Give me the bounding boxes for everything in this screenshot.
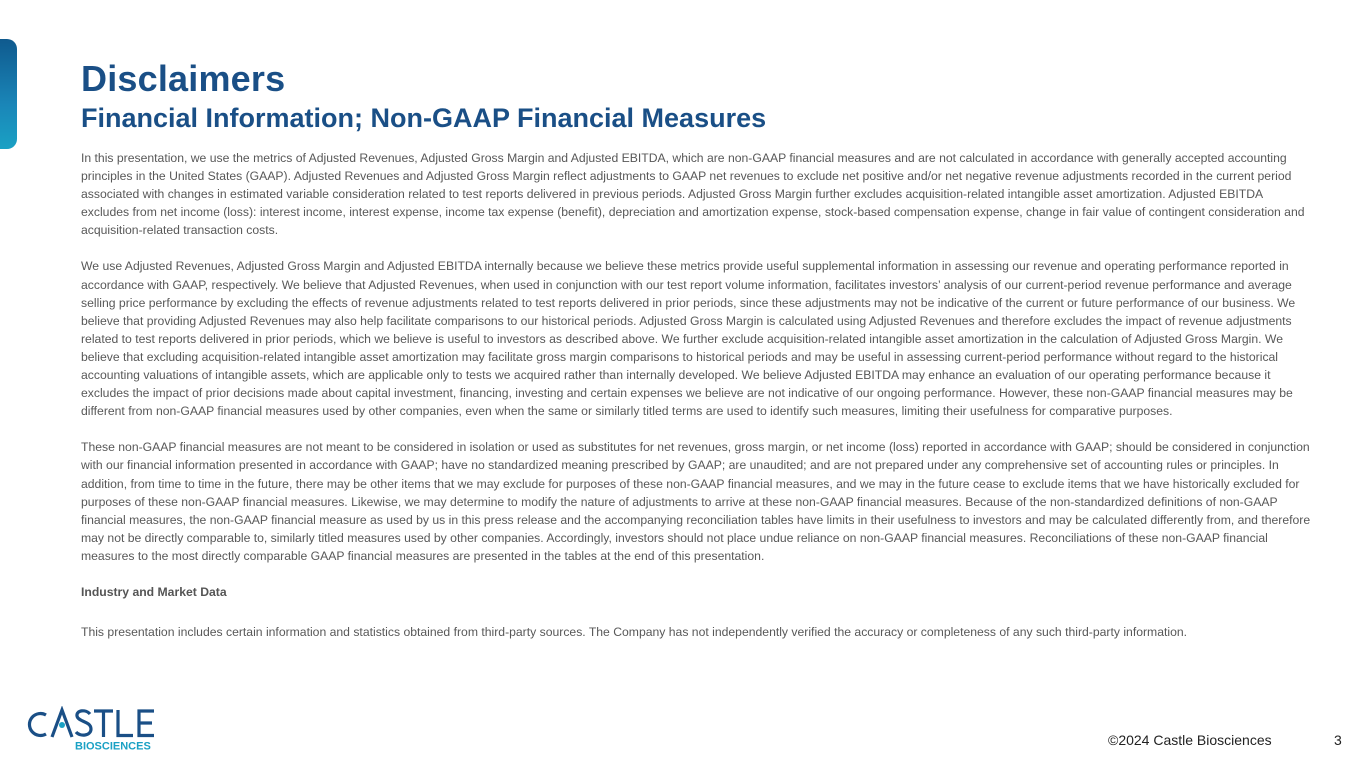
logo-letter-t bbox=[94, 711, 113, 737]
section-paragraph: This presentation includes certain information and statistics obtained from third-party sources. The Company has not independently verified the accuracy or completeness of any such third-party information. bbox=[81, 625, 1188, 640]
disclaimer-paragraph: In this presentation, we use the metrics of Adjusted Revenues, Adjusted Gross Margin and Adjusted EBITDA, which are non-GAAP financial measures and are not calculated in accordance with generally accepted accounting principles in the United States (GAAP). Adjusted Revenues and Adjusted Gross Margin reflect adjustments to GAAP net revenues to exclude net positive and/or net negative revenue adjustments recorded in the current period associated with changes in estimated variable consideration related to test reports delivered in previous periods. Adjusted Gross Margin further excludes acquisition-related intangible asset amortization. Adjusted EBITDA excludes from net income (loss): interest income, interest expense, income tax expense (benefit), depreciation and amortization expense, stock-based compensation expense, change in fair value of contingent consideration and acquisition-related transaction costs. bbox=[81, 151, 1305, 238]
castle-biosciences-logo bbox=[23, 706, 165, 752]
page-number: 3 bbox=[1334, 732, 1342, 748]
disclaimer-body bbox=[81, 149, 1313, 659]
disclaimer-paragraph: These non-GAAP financial measures are not meant to be considered in isolation or used as substitutes for net revenues, gross margin, or net income (loss) reported in accordance with GAAP; should be considered in conjunction with our financial information presented in accordance with GAAP; have no standardized meaning prescribed by GAAP; are unaudited; and are not prepared under any comprehensive set of accounting rules or principles. In addition, from time to time in the future, there may be other items that we may exclude for purposes of these non-GAAP financial measures, and we may in the future cease to exclude items that we have historically excluded for purposes of these non-GAAP financial measures. Likewise, we may determine to modify the nature of adjustments to arrive at these non-GAAP financial measures. Because of the non-standardized definitions of non-GAAP financial measures, the non-GAAP financial measure as used by us in this press release and the accompanying reconciliation tables have limits in their usefulness to investors and may be calculated differently from, and therefore may not be directly comparable to, similarly titled measures used by other companies. Accordingly, investors should not place undue reliance on non-GAAP financial measures. Reconciliations of these non-GAAP financial measures to the most directly comparable GAAP financial measures are presented in the tables at the end of this presentation. bbox=[81, 440, 1311, 563]
logo-letter-e bbox=[139, 711, 154, 736]
section-heading: Industry and Market Data bbox=[81, 584, 227, 599]
logo-tagline: BIOSCIENCES bbox=[75, 740, 151, 752]
page-title: Disclaimers bbox=[81, 58, 286, 99]
page-subtitle: Financial Information; Non-GAAP Financial Measures bbox=[81, 103, 767, 133]
footer-copyright: ©2024 Castle Biosciences bbox=[1108, 732, 1272, 748]
logo-letter-s bbox=[76, 711, 91, 735]
logo-letter-l bbox=[118, 710, 133, 736]
disclaimer-paragraph: We use Adjusted Revenues, Adjusted Gross Margin and Adjusted EBITDA internally because we believe these metrics provide useful supplemental information in assessing our revenue and operating performance reported in accordance with GAAP, respectively. We believe that Adjusted Revenues, when used in conjunction with our test report volume information, facilitates investors’ analysis of our current-period revenue performance and average selling price performance by excluding the effects of revenue adjustments related to test reports delivered in prior periods, since these adjustments may not be indicative of the current or future performance of our business. We believe that providing Adjusted Revenues may also help facilitate comparisons to our historical periods. Adjusted Gross Margin is calculated using Adjusted Revenues and therefore excludes the impact of revenue adjustments related to test reports delivered in prior periods, which we believe is useful to investors as described above. We further exclude acquisition-related intangible asset amortization in the calculation of Adjusted Gross Margin. We believe that excluding acquisition-related intangible asset amortization may facilitate gross margin comparisons to historical periods and may be useful in assessing current-period performance without regard to the historical accounting valuations of intangible assets, which are applicable only to tests we acquired rather than internally developed. We believe Adjusted EBITDA may enhance an evaluation of our operating performance because it excludes the impact of prior decisions made about capital investment, financing, investing and certain expenses we believe are not indicative of our ongoing performance. However, these non-GAAP financial measures may be different from non-GAAP financial measures used by other companies, even when the same or similarly titled terms are used to identify such measures, limiting their usefulness for comparative purposes. bbox=[81, 259, 1296, 419]
accent-tab bbox=[0, 39, 17, 149]
logo-letter-c bbox=[29, 714, 46, 736]
logo-accent-dot bbox=[59, 722, 65, 728]
